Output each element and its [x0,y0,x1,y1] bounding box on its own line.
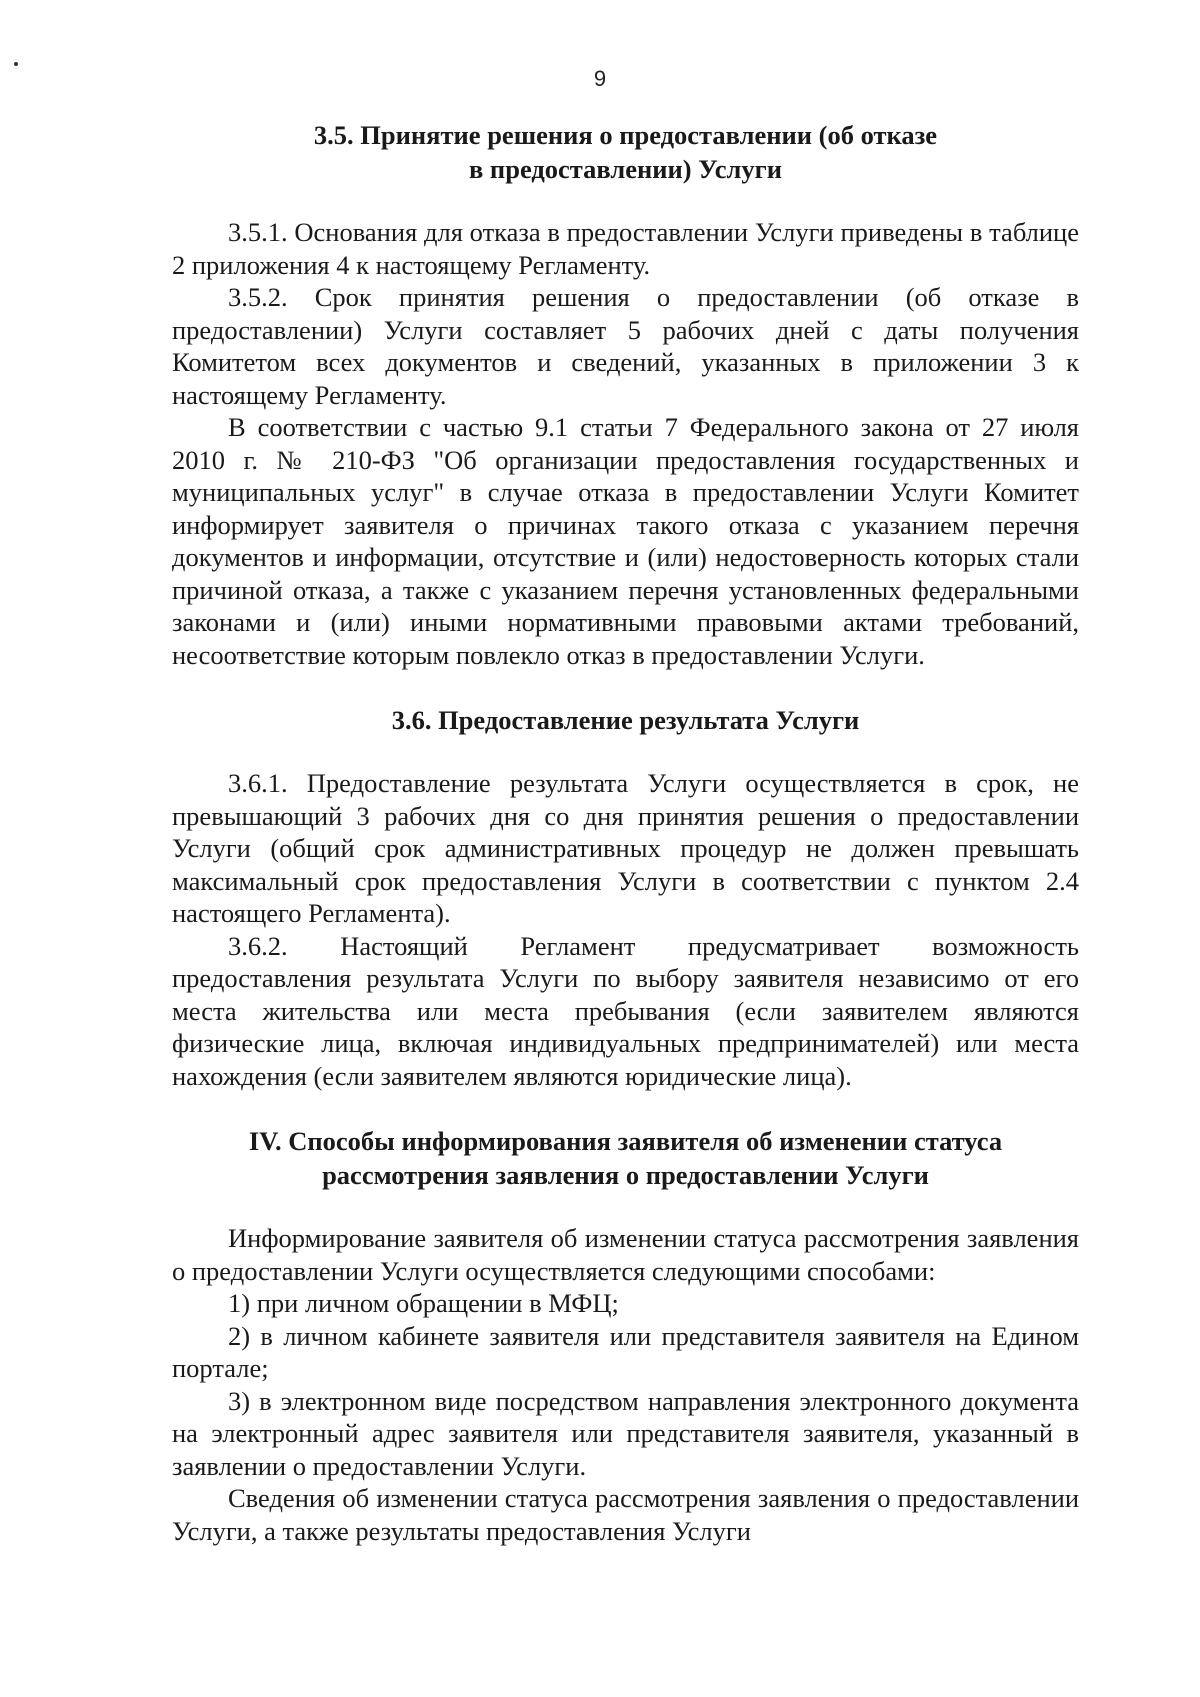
section-3-5-heading [172,118,1079,186]
document-body [172,118,1079,1547]
page-number: 9 [593,66,607,91]
heading-line: IV. Способы информирования заявителя об изменении статуса [248,1126,1003,1156]
section-3-6-heading [172,703,1079,737]
heading-line: рассмотрения заявления о предоставлении Услуги [322,1160,929,1190]
heading-line: 3.6. Предоставление результата Услуги [391,705,860,735]
heading-line: 3.5. Принятие решения о предоставлении (об отказе [313,120,938,150]
list-item: 3) в электронном виде посредством направления электронного документа на электронный адрес заявителя или представителя заявителя, указанный в заявлении о предоставлении Услуги. [172,1385,1079,1481]
paragraph-3-5-1: 3.5.1. Основания для отказа в предоставлении Услуги приведены в таблице 2 приложения 4 к настоящему Регламенту. [172,217,1079,280]
paragraph-informing-methods: Информирование заявителя об изменении статуса рассмотрения заявления о предоставлении Услуги осуществляется следующими способами: [172,1223,1079,1286]
heading-line: в предоставлении) Услуги [469,154,782,184]
list-item: 2) в личном кабинете заявителя или представителя заявителя на Едином портале; [172,1320,1079,1383]
paragraph-status-info: Сведения об изменении статуса рассмотрения заявления о предоставлении Услуги, а также результаты предоставления Услуги [172,1483,1079,1546]
list-item: 1) при личном обращении в МФЦ; [228,1288,619,1318]
paragraph-3-6-1: 3.6.1. Предоставление результата Услуги осуществляется в срок, не превышающий 3 рабочих дня со дня принятия решения о предоставлении Услуги (общий срок административных процедур не должен превышать максимальный срок предоставления Услуги в соответствии с пунктом 2.4 настоящего Регламента). [172,768,1079,928]
paragraph-refusal-info: В соответствии с частью 9.1 статьи 7 Федерального закона от 27 июля 2010 г. № 210-ФЗ "Об организации предоставления государственных и муниципальных услуг" в случае отказа в предоставлении Услуги Комитет информирует заявителя о причинах такого отказа с указанием перечня документов и информации, отсутствие и (или) недостоверность которых стали причиной отказа, а также с указанием перечня установленных федеральными законами и (или) иными нормативными правовыми актами требований, несоответствие которым повлекло отказ в предоставлении Услуги. [172,412,1079,670]
paragraph-3-5-2: 3.5.2. Срок принятия решения о предоставлении (об отказе в предоставлении) Услуги составляет 5 рабочих дней с даты получения Комитетом всех документов и сведений, указанных в приложении 3 к настоящему Регламенту. [172,282,1079,410]
section-4-heading [172,1124,1079,1192]
paragraph-3-6-2: 3.6.2. Настоящий Регламент предусматривает возможность предоставления результата Услуги по выбору заявителя независимо от его места жительства или места пребывания (если заявителем являются физические лица, включая индивидуальных предпринимателей) или места нахождения (если заявителем являются юридические лица). [172,930,1079,1091]
